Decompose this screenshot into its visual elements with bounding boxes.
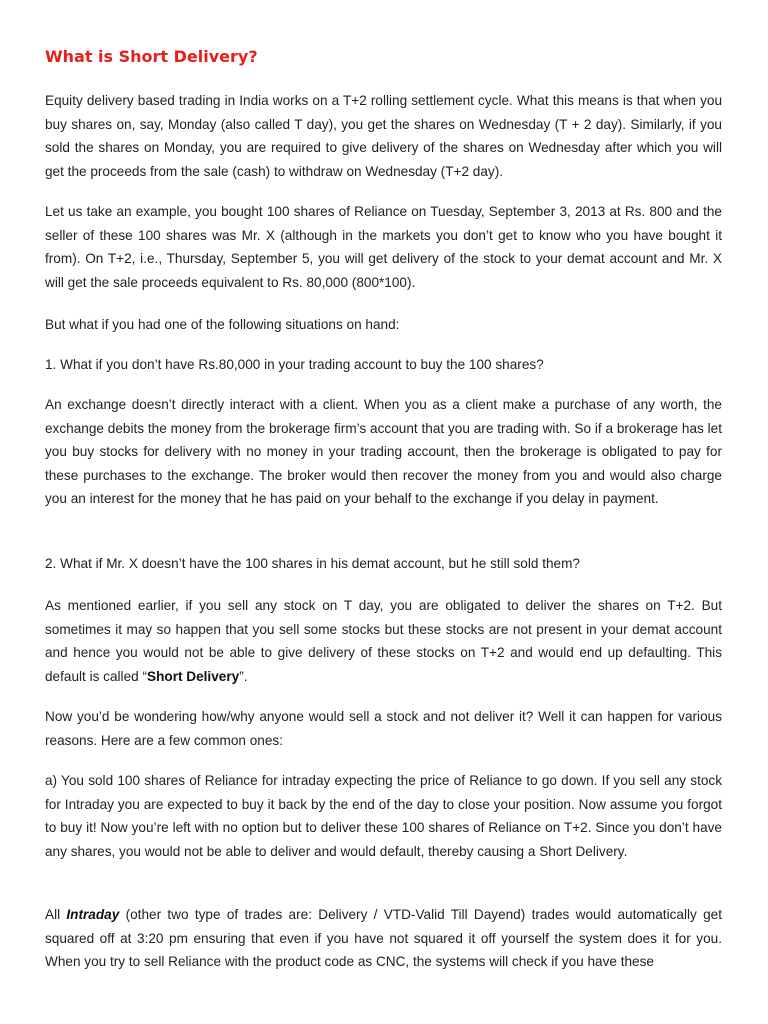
paragraph-exchange-debits: An exchange doesn’t directly interact with a client. When you as a client make a purchase of any worth, the exchange debits the money from the brokerage firm’s account that you are trading with. So if a brokerage has let you buy stocks for delivery with no money in your trading account, then the brokerage is obligated to pay for these purchases to the exchange. The broker would then recover the money from you and would also charge you an interest for the money that he has paid on your behalf to the exchange if you delay in payment.	[45, 397, 722, 506]
intraday-term: Intraday	[66, 907, 120, 922]
paragraph-situations-intro: But what if you had one of the following situations on hand:	[45, 317, 400, 332]
paragraph-short-delivery-definition	[45, 594, 722, 688]
short-delivery-term: Short Delivery	[147, 668, 240, 684]
paragraph-settlement-cycle: Equity delivery based trading in India works on a T+2 rolling settlement cycle. What this means is that when you buy shares on, say, Monday (also called T day), you get the shares on Wednesday (T + 2 day). Similarly, if you sold the shares on Monday, you are required to give delivery of the shares on Wednesday after which you will get the proceeds from the sale (cash) to withdraw on Wednesday (T+2 day).	[45, 93, 722, 179]
p7-text-after: ”.	[239, 668, 248, 684]
paragraph-intraday	[45, 903, 722, 974]
p7-text-before: As mentioned earlier, if you sell any stock on T day, you are obligated to deliver the shares on T+2. But sometimes it may so happen that you sell some stocks but these stocks are not present in your demat account and hence you would not be able to give delivery of these stocks on T+2 and would end up defaulting. This default is called “	[45, 598, 722, 684]
paragraph-reasons-intro: Now you’d be wondering how/why anyone would sell a stock and not deliver it? Well it can happen for various reasons. Here are a few common ones:	[45, 709, 722, 748]
p10-text-before: All	[45, 907, 67, 922]
page-title: What is Short Delivery?	[45, 47, 258, 66]
paragraph-question-2: 2. What if Mr. X doesn’t have the 100 shares in his demat account, but he still sold them?	[45, 556, 580, 571]
p10-text-after: (other two type of trades are: Delivery / VTD-Valid Till Dayend) trades would automatically get squared off at 3:20 pm ensuring that even if you have not squared it off yourself the system does it for you. When you try to sell Reliance with the product code as CNC, the systems will check if you have these	[45, 907, 722, 969]
paragraph-question-1: 1. What if you don’t have Rs.80,000 in your trading account to buy the 100 shares?	[45, 357, 544, 372]
paragraph-example: Let us take an example, you bought 100 shares of Reliance on Tuesday, September 3, 2013 at Rs. 800 and the seller of these 100 shares was Mr. X (although in the markets you don’t get to know who you have bought it from). On T+2, i.e., Thursday, September 5, you will get delivery of the stock to your demat account and Mr. X will get the sale proceeds equivalent to Rs. 80,000 (800*100).	[45, 204, 722, 290]
paragraph-reason-a: a) You sold 100 shares of Reliance for intraday expecting the price of Reliance to go down. If you sell any stock for Intraday you are expected to buy it back by the end of the day to close your position. Now assume you forgot to buy it! Now you’re left with no option but to deliver these 100 shares of Reliance on T+2. Since you don’t have any shares, you would not be able to deliver and would default, thereby causing a Short Delivery.	[45, 773, 722, 859]
